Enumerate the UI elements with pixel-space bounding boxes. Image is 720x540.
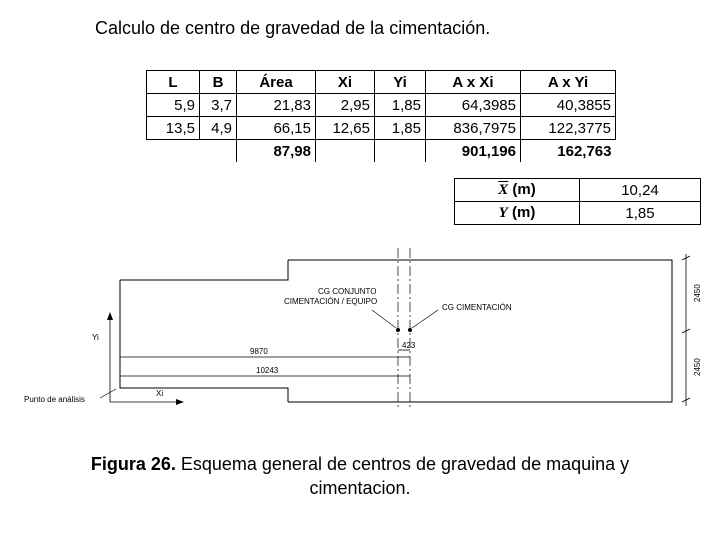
yi-arrow-icon	[107, 312, 113, 320]
yi-label: Yi	[92, 333, 99, 342]
table-row	[147, 117, 616, 140]
x-unit: (m)	[512, 181, 536, 198]
cell-xi: 2,95	[316, 94, 375, 117]
caption-figure-number: Figura 26.	[90, 454, 176, 474]
total-axi: 901,196	[426, 140, 521, 163]
large-block-outline	[288, 260, 672, 402]
empty-cell	[375, 140, 426, 163]
dim-9870-label: 9870	[250, 347, 268, 356]
cg-conjunto-marker	[396, 328, 400, 332]
cg-cimentacion-marker	[408, 328, 412, 332]
x-bar-symbol: $\overline{X}$	[498, 182, 509, 198]
results-table	[454, 178, 701, 225]
header-ayi: A x Yi	[521, 71, 616, 94]
cg-calculation-table	[146, 70, 616, 162]
cg-conjunto-label-2: CIMENTACIÓN / EQUIPO	[284, 297, 378, 306]
header-yi: Yi	[375, 71, 426, 94]
cell-xi: 12,65	[316, 117, 375, 140]
cell-l: 13,5	[147, 117, 200, 140]
table-row	[147, 94, 616, 117]
cell-yi: 1,85	[375, 117, 426, 140]
page-title: Calculo de centro de gravedad de la cimentación.	[95, 18, 491, 38]
empty-cell	[147, 140, 200, 163]
cell-ayi: 122,3775	[521, 117, 616, 140]
caption-text: Esquema general de centros de gravedad de maquina y	[175, 454, 630, 474]
result-x-label	[455, 179, 580, 202]
center-lines	[398, 248, 410, 410]
result-row-y	[455, 202, 701, 225]
cg-markers	[396, 328, 412, 332]
small-block-top	[120, 260, 288, 280]
empty-cell	[316, 140, 375, 163]
cell-b: 3,7	[200, 94, 237, 117]
caption-line-1	[0, 452, 720, 476]
leader-conjunto	[372, 310, 396, 328]
cell-axi: 836,7975	[426, 117, 521, 140]
header-l: L	[147, 71, 200, 94]
header-area: Área	[237, 71, 316, 94]
xi-arrow-icon	[176, 399, 184, 405]
caption-line-2: cimentacion.	[309, 478, 411, 498]
result-y-label	[455, 202, 580, 225]
table-header-row	[147, 71, 616, 94]
small-block-bottom	[120, 280, 288, 402]
dim-right-top-label: 2450	[693, 284, 702, 302]
totals-row	[147, 140, 616, 163]
cell-axi: 64,3985	[426, 94, 521, 117]
foundation-outline	[120, 260, 672, 402]
result-y-value: 1,85	[580, 202, 701, 225]
dim-423-label: 423	[402, 341, 416, 350]
dim-right-bottom-label: 2450	[693, 358, 702, 376]
xi-label: Xi	[156, 389, 164, 398]
header-xi: Xi	[316, 71, 375, 94]
cell-yi: 1,85	[375, 94, 426, 117]
header-axi: A x Xi	[426, 71, 521, 94]
total-ayi: 162,763	[521, 140, 616, 163]
leader-lines	[372, 310, 438, 328]
cell-area: 66,15	[237, 117, 316, 140]
result-row-x	[455, 179, 701, 202]
cell-l: 5,9	[147, 94, 200, 117]
leader-cimentacion	[412, 310, 438, 328]
cell-b: 4,9	[200, 117, 237, 140]
cg-cimentacion-label: CG CIMENTACIÓN	[442, 303, 512, 312]
cg-conjunto-label-1: CG CONJUNTO	[318, 287, 377, 296]
result-x-value: 10,24	[580, 179, 701, 202]
right-dimension	[682, 254, 690, 406]
punto-analisis-label: Punto de análisis	[24, 395, 85, 404]
punto-leader	[100, 389, 116, 398]
empty-cell	[200, 140, 237, 163]
figure-caption	[0, 452, 720, 500]
y-unit: (m)	[512, 204, 536, 221]
cg-schematic-diagram	[0, 240, 720, 420]
cell-area: 21,83	[237, 94, 316, 117]
y-symbol: Y	[498, 205, 508, 221]
cell-ayi: 40,3855	[521, 94, 616, 117]
header-b: B	[200, 71, 237, 94]
dim-10243-label: 10243	[256, 366, 279, 375]
total-area: 87,98	[237, 140, 316, 163]
